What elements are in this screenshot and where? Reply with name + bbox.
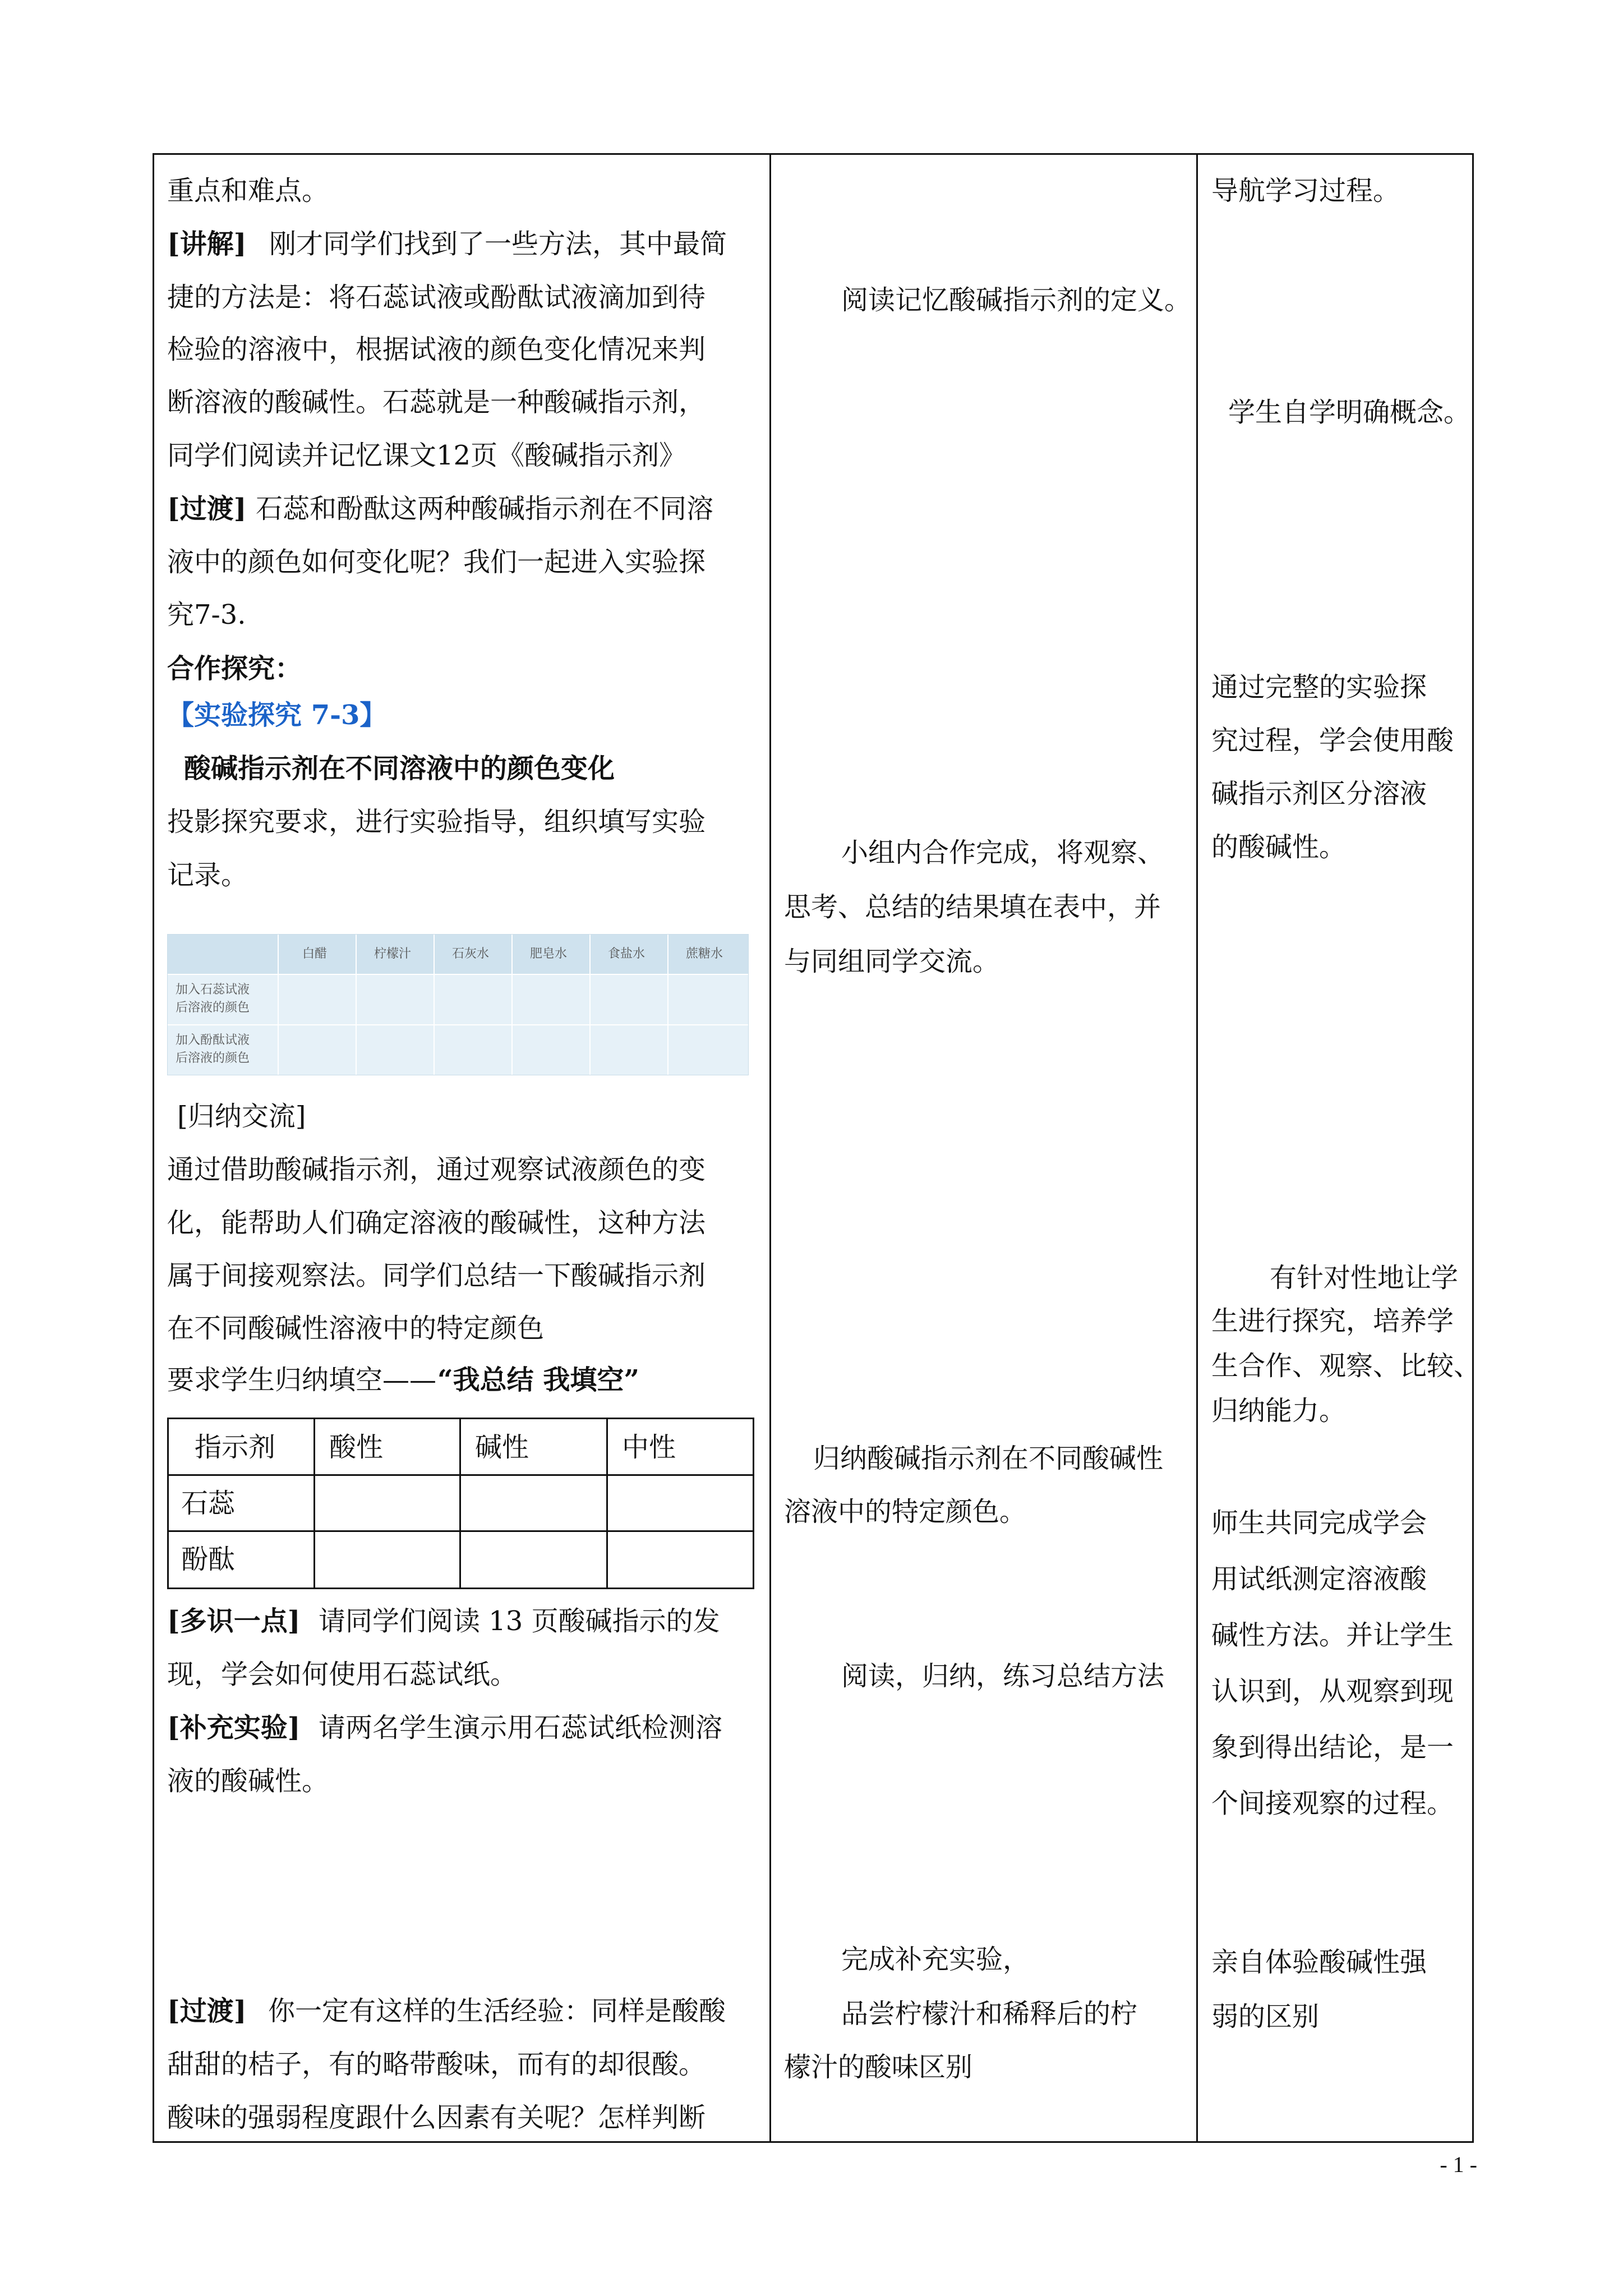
column-divider-1: [769, 153, 771, 2143]
fill-in-title: “我总结 我填空”: [437, 1364, 639, 1396]
experiment-title: 酸碱指示剂在不同溶液中的颜色变化: [184, 753, 615, 784]
left-line: 你一定有这样的生活经验：同样是酸酸: [268, 1995, 726, 2027]
left-line: 通过借助酸碱指示剂，通过观察试液颜色的变: [167, 1154, 706, 1185]
right-line: 归纳能力。: [1211, 1395, 1347, 1427]
right-line: 师生共同完成学会: [1211, 1507, 1427, 1539]
tag-buchong: [补充实验]: [167, 1712, 301, 1743]
left-line: 断溶液的酸碱性。石蕊就是一种酸碱指示剂，: [167, 386, 706, 418]
middle-line: 品尝柠檬汁和稀释后的柠: [841, 1998, 1138, 2030]
left-line: 甜甜的桔子，有的略带酸味，而有的却很酸。: [167, 2049, 706, 2080]
middle-line: 檬汁的酸味区别: [784, 2051, 973, 2083]
left-line: 要求学生归纳填空——: [167, 1364, 437, 1396]
image-table-row-label: 加入石蕊试液: [176, 983, 250, 997]
right-line: 碱指示剂区分溶液: [1211, 778, 1427, 809]
right-line: 个间接观察的过程。: [1211, 1788, 1454, 1819]
experiment-record-image: [167, 934, 749, 1075]
right-line: 亲自体验酸碱性强: [1211, 1947, 1427, 1978]
right-line: 有针对性地让学: [1270, 1262, 1459, 1294]
left-line: 请同学们阅读 13 页酸碱指示的发: [319, 1605, 720, 1637]
left-line: 同学们阅读并记忆课文12页《酸碱指示剂》: [167, 440, 686, 471]
right-line: 通过完整的实验探: [1211, 671, 1427, 703]
right-line: 学生自学明确概念。: [1228, 397, 1471, 428]
table-header: 中性: [622, 1432, 676, 1463]
image-table-header: 白醋: [302, 947, 328, 961]
right-line: 碱性方法。并让学生: [1211, 1619, 1454, 1651]
image-table-row-label: 后溶液的颜色: [176, 1001, 250, 1015]
left-line: 重点和难点。: [167, 175, 329, 206]
tag-guodu: [过渡]: [167, 1995, 247, 2027]
left-line: 请两名学生演示用石蕊试纸检测溶: [319, 1712, 723, 1743]
left-line: 记录。: [167, 859, 248, 891]
table-header: 碱性: [475, 1432, 529, 1463]
middle-line: 思考、总结的结果填在表中，并: [784, 891, 1161, 923]
right-line: 生合作、观察、比较、: [1211, 1350, 1481, 1382]
table-row-label: 石蕊: [181, 1488, 236, 1519]
right-line: 的酸碱性。: [1211, 831, 1347, 863]
experiment-heading: 【实验探究 7-3】: [167, 700, 387, 731]
image-table-row-label: 后溶液的颜色: [176, 1051, 250, 1065]
left-line: 液中的颜色如何变化呢？我们一起进入实验探: [167, 546, 706, 578]
right-line: 弱的区别: [1211, 2001, 1320, 2032]
tag-jiangjie: [讲解]: [167, 228, 247, 260]
tag-guodu: [过渡]: [167, 493, 247, 524]
indicator-summary-table: [167, 1418, 754, 1589]
right-line: 导航学习过程。: [1211, 175, 1400, 206]
left-line: 属于间接观察法。同学们总结一下酸碱指示剂: [167, 1260, 706, 1291]
left-line: 液的酸碱性。: [167, 1765, 329, 1797]
middle-line: 与同组同学交流。: [784, 946, 1000, 977]
middle-line: 溶液中的特定颜色。: [784, 1496, 1027, 1527]
section-heading: 合作探究：: [167, 653, 302, 684]
column-divider-2: [1196, 153, 1198, 2143]
middle-line: 小组内合作完成，将观察、: [841, 837, 1165, 868]
right-line: 象到得出结论，是一: [1211, 1732, 1454, 1763]
page-number: - 1 -: [1440, 2152, 1477, 2177]
left-line: 化，能帮助人们确定溶液的酸碱性，这种方法: [167, 1207, 706, 1239]
image-table-header: 石灰水: [452, 947, 490, 961]
left-line: 捷的方法是：将石蕊试液或酚酞试液滴加到待: [167, 282, 706, 313]
table-header: 指示剂: [195, 1432, 276, 1463]
left-line: 石蕊和酚酞这两种酸碱指示剂在不同溶: [256, 493, 714, 524]
image-table-header: 食盐水: [608, 947, 645, 961]
left-line: 检验的溶液中，根据试液的颜色变化情况来判: [167, 334, 706, 365]
right-line: 用试纸测定溶液酸: [1211, 1563, 1427, 1595]
table-header: 酸性: [329, 1432, 384, 1463]
left-line: 在不同酸碱性溶液中的特定颜色: [167, 1313, 545, 1344]
left-line: 究7-3.: [167, 599, 246, 631]
right-line: 究过程，学会使用酸: [1211, 725, 1454, 756]
image-table-row-label: 加入酚酞试液: [176, 1033, 250, 1047]
left-line: 酸味的强弱程度跟什么因素有关呢？怎样判断: [167, 2102, 706, 2133]
tag-duoshi: [多识一点]: [167, 1605, 301, 1637]
image-table-header: 肥皂水: [530, 947, 568, 961]
middle-line: 阅读，归纳，练习总结方法: [841, 1660, 1165, 1692]
table-row-label: 酚酞: [181, 1544, 236, 1575]
middle-line: 完成补充实验，: [841, 1944, 1030, 1975]
middle-line: 阅读记忆酸碱指示剂的定义。: [841, 284, 1192, 316]
subheading-guina: [归纳交流]: [177, 1101, 306, 1132]
left-line: 投影探究要求，进行实验指导，组织填写实验: [167, 806, 706, 838]
left-line: 现，学会如何使用石蕊试纸。: [167, 1659, 518, 1690]
right-line: 生进行探究，培养学: [1211, 1305, 1454, 1337]
left-line: 刚才同学们找到了一些方法，其中最简: [269, 228, 727, 260]
right-line: 认识到，从观察到现: [1211, 1676, 1454, 1707]
middle-line: 归纳酸碱指示剂在不同酸碱性: [813, 1443, 1164, 1474]
image-table-header: 蔗糖水: [686, 947, 723, 961]
image-table-header: 柠檬汁: [374, 947, 412, 961]
